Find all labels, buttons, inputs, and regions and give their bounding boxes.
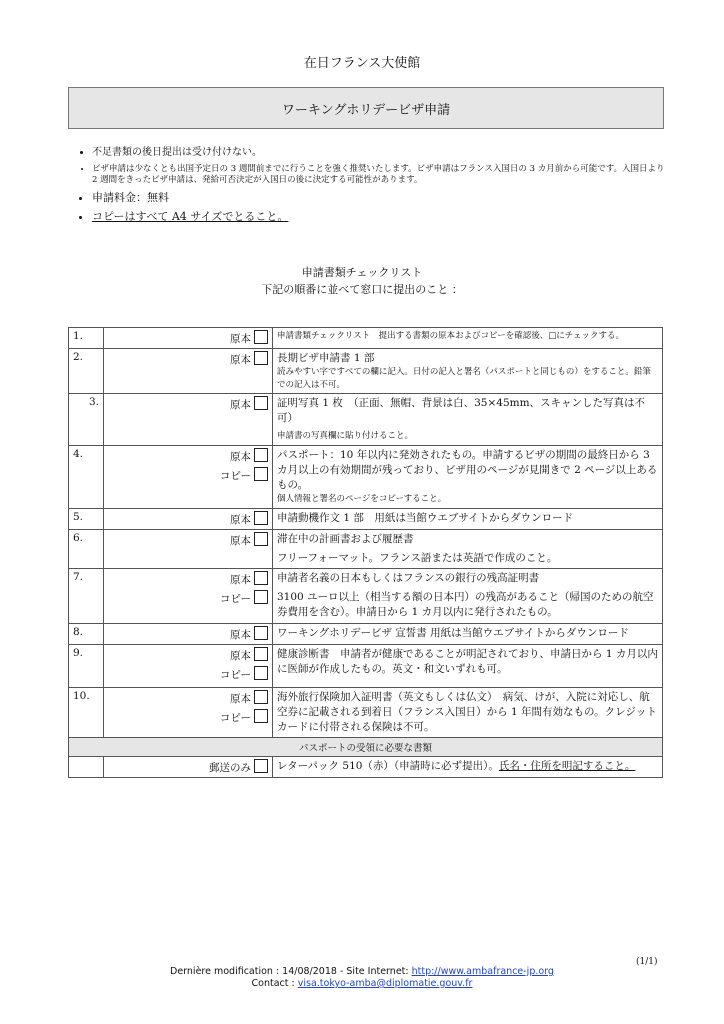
checklist-subtitle: 下記の順番に並べて窓口に提出のこと ： — [261, 283, 463, 296]
row-description — [273, 349, 663, 394]
note-item: • コピーはすべて A4 サイズでとること。 — [92, 210, 668, 225]
table-row — [69, 349, 663, 394]
row-number: 2. — [69, 349, 104, 394]
contact-email-link[interactable]: visa.tokyo-amba@diplomatie.gouv.fr — [297, 978, 473, 989]
check-cell — [104, 445, 273, 508]
table-row — [69, 529, 663, 568]
row-description — [273, 393, 663, 445]
row-description — [273, 529, 663, 568]
original-checkbox[interactable] — [254, 532, 268, 546]
original-label: 原本 — [230, 649, 251, 662]
table-row — [69, 644, 663, 687]
site-link[interactable]: http://www.ambafrance-jp.org — [411, 966, 554, 977]
check-cell — [104, 349, 273, 394]
original-label: 原本 — [230, 333, 251, 345]
footer-contact-label: Contact : — [251, 978, 298, 989]
row-number: 10. — [69, 687, 104, 738]
row-description — [273, 569, 663, 624]
checklist-table — [68, 327, 663, 778]
original-checkbox[interactable] — [254, 448, 268, 462]
copy-checkbox[interactable] — [254, 590, 268, 604]
row-number: 4. — [69, 445, 104, 508]
row-description — [273, 445, 663, 508]
copy-checkbox[interactable] — [254, 666, 268, 680]
item-note: 3100 ユーロ以上（相当する額の日本円）の残高があること（帰国のための航空券費用を含む）。申請日から 1 カ月以内に発行されたもの。 — [277, 591, 654, 619]
original-label: 原本 — [230, 692, 251, 705]
original-label: 原本 — [230, 398, 251, 411]
item-note: フリーフォーマット。フランス語または英語で作成のこと。 — [277, 551, 558, 564]
table-row — [69, 393, 663, 445]
check-cell — [104, 623, 273, 644]
note-item: • 不足書類の後日提出は受け付けない。 — [92, 146, 668, 160]
footer-modification: Dernière modification : 14/08/2018 - Site Internet: — [170, 966, 412, 977]
item-note: 読みやすい字ですべての欄に記入。日付の記入と署名（パスポートと同じもの）をすること。鉛筆での記入は不可。 — [277, 367, 651, 390]
check-cell — [104, 569, 273, 624]
row-description: ワーキングホリデービザ 宣誓書 用紙は当館ウエブサイトからダウンロード — [273, 623, 663, 644]
row-description: 申請動機作文 1 部 用紙は当館ウエブサイトからダウンロード — [273, 508, 663, 529]
table-row — [69, 569, 663, 624]
check-cell — [104, 644, 273, 687]
notes-list — [68, 146, 668, 229]
table-row — [69, 687, 663, 738]
original-label: 原本 — [230, 534, 251, 547]
original-checkbox[interactable] — [254, 690, 268, 704]
check-cell — [104, 757, 273, 778]
original-checkbox[interactable] — [254, 647, 268, 661]
check-cell — [104, 328, 273, 349]
mail-text-underlined: 氏名・住所を明記すること。 — [498, 760, 636, 773]
original-label: 原本 — [230, 450, 251, 463]
check-cell — [104, 508, 273, 529]
check-cell — [104, 687, 273, 738]
row-number: 9. — [69, 644, 104, 687]
original-label: 原本 — [230, 354, 251, 366]
original-label: 原本 — [230, 574, 251, 586]
note-item: • 申請料金：無料 — [92, 191, 668, 206]
copy-label: コピー — [219, 469, 251, 482]
table-row — [69, 623, 663, 644]
original-checkbox[interactable] — [254, 626, 268, 640]
table-row — [69, 328, 663, 349]
section-heading: パスポートの受領に必要な書類 — [69, 738, 663, 757]
row-description: 申請書類チェックリスト 提出する書類の原本およびコピーを確認後、□にチェックする。 — [273, 328, 663, 349]
row-number: 5. — [69, 508, 104, 529]
page-number: (1/1) — [636, 957, 658, 967]
table-row — [69, 508, 663, 529]
copy-label: コピー — [219, 711, 251, 724]
mail-text: レターパック 510（赤）（申請時に必ず提出）。 — [277, 760, 499, 773]
table-row — [69, 757, 663, 778]
item-note: 申請書の写真欄に貼り付けること。 — [277, 431, 414, 442]
item-title: 申請者名義の日本もしくはフランスの銀行の残高証明書 — [277, 572, 540, 584]
item-title: 証明写真 1 枚 （正面、無帽、背景は白、35×45mm、スキャンした写真は不可） — [277, 396, 646, 425]
original-checkbox[interactable] — [254, 351, 268, 365]
copy-checkbox[interactable] — [254, 709, 268, 723]
check-cell — [104, 393, 273, 445]
original-checkbox[interactable] — [254, 571, 268, 585]
page-title: ワーキングホリデービザ申請 — [68, 87, 664, 129]
row-description — [273, 757, 663, 778]
footer — [0, 966, 724, 990]
row-number: 3. — [69, 393, 104, 445]
copy-label: コピー — [219, 593, 251, 605]
row-number: 8. — [69, 623, 104, 644]
checklist-title: 申請書類チェックリスト — [301, 266, 423, 279]
check-cell — [104, 529, 273, 568]
copy-label: コピー — [219, 668, 251, 681]
row-number: 1. — [69, 328, 104, 349]
checklist-heading — [0, 264, 724, 298]
item-title: 長期ビザ申請書 1 部 — [277, 352, 375, 364]
row-number: 6. — [69, 529, 104, 568]
mail-only-checkbox[interactable] — [254, 759, 268, 773]
original-checkbox[interactable] — [254, 330, 268, 344]
row-description: 海外旅行保険加入証明書（英文もしくは仏文） 病気、けが、入院に対応し、航空券に記載される到着日（フランス入国日）から 1 年間有効なもの。クレジットカードに付帯される保険は不可。 — [273, 687, 663, 738]
mail-only-label: 郵送のみ — [209, 762, 251, 775]
original-label: 原本 — [230, 628, 251, 641]
note-item: • ビザ申請は少なくとも出国予定日の 3 週間前までに行うことを強く推奨いたします。ビザ申請はフランス入国日の 3 カ月前から可能です。入国日より 2 週間をきったビザ申請は、発給可否決定が入国日の後に決定する可能性があります。 — [92, 164, 668, 188]
row-number — [69, 757, 104, 778]
row-description: 健康診断書 申請者が健康であることが明記されており、申請日から 1 カ月以内に医師が作成したもの。英文・和文いずれも可。 — [273, 644, 663, 687]
row-number: 7. — [69, 569, 104, 624]
original-label: 原本 — [230, 513, 251, 526]
embassy-name: 在日フランス大使館 — [303, 56, 421, 71]
item-title: 滞在中の計画書および履歴書 — [277, 532, 414, 545]
item-title: パスポート：10 年以内に発効されたもの。申請するビザの期間の最終日から 3 カ月以上の有効期間が残っており、ビザ用のページが見開きで 2 ページ以上あるもの。 — [277, 448, 658, 492]
original-checkbox[interactable] — [254, 511, 268, 525]
item-note: 個人情報と署名のページをコピーすること。 — [277, 494, 447, 505]
original-checkbox[interactable] — [254, 396, 268, 410]
table-row — [69, 445, 663, 508]
section-row — [69, 738, 663, 757]
copy-checkbox[interactable] — [254, 467, 268, 481]
